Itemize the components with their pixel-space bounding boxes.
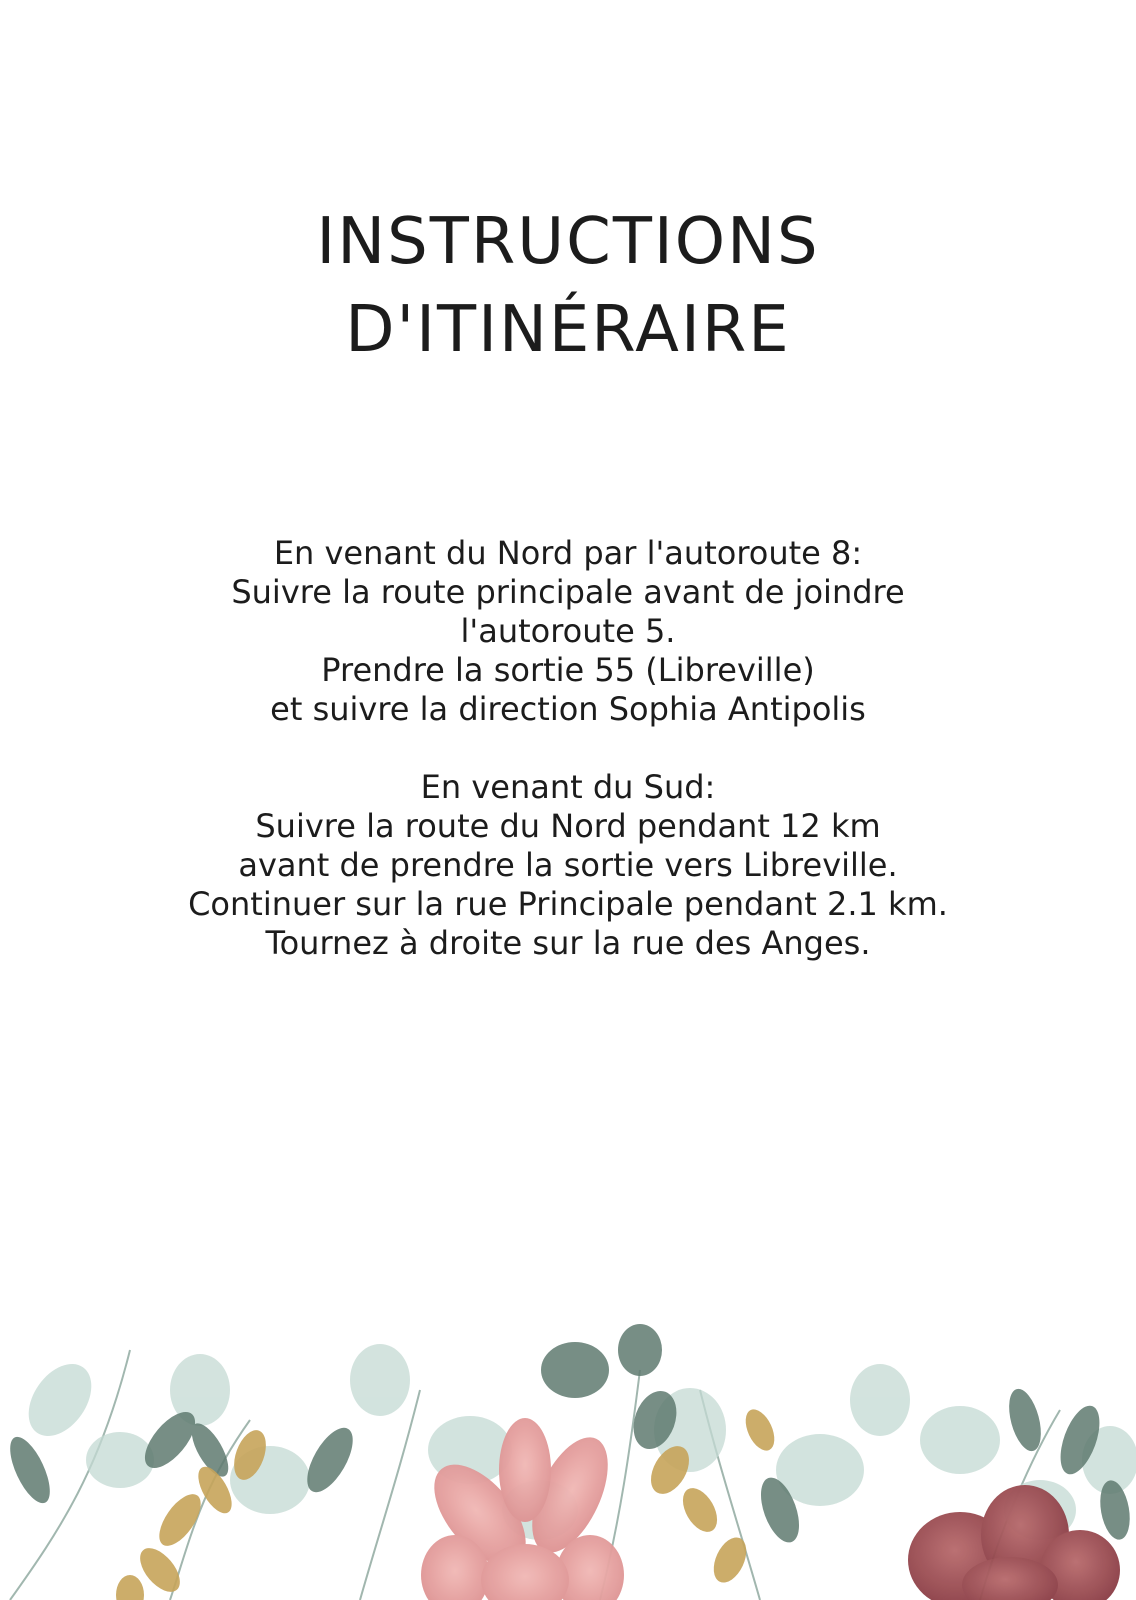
south-line: Tournez à droite sur la rue des Anges. (265, 924, 871, 962)
section-spacer (0, 729, 1136, 768)
title-line-1: INSTRUCTIONS (316, 205, 820, 279)
north-heading: En venant du Nord par l'autoroute 8: (273, 534, 863, 572)
north-line: et suivre la direction Sophia Antipolis (270, 690, 866, 728)
south-line: Continuer sur la rue Principale pendant 2.1 km. (188, 885, 948, 923)
south-directions (0, 768, 1136, 963)
south-heading: En venant du Sud: (420, 768, 716, 806)
north-line: Prendre la sortie 55 (Libreville) (321, 651, 815, 689)
north-line: Suivre la route principale avant de joindre (231, 573, 905, 611)
south-line: Suivre la route du Nord pendant 12 km (255, 807, 881, 845)
north-line: l'autoroute 5. (460, 612, 676, 650)
directions-block (0, 534, 1136, 963)
north-directions (0, 534, 1136, 729)
south-line: avant de prendre la sortie vers Libreville. (238, 846, 898, 884)
title-line-2: D'ITINÉRAIRE (345, 293, 791, 367)
watercolor-eucalyptus-floral-border-icon (0, 1310, 1136, 1600)
page-title (0, 198, 1136, 374)
